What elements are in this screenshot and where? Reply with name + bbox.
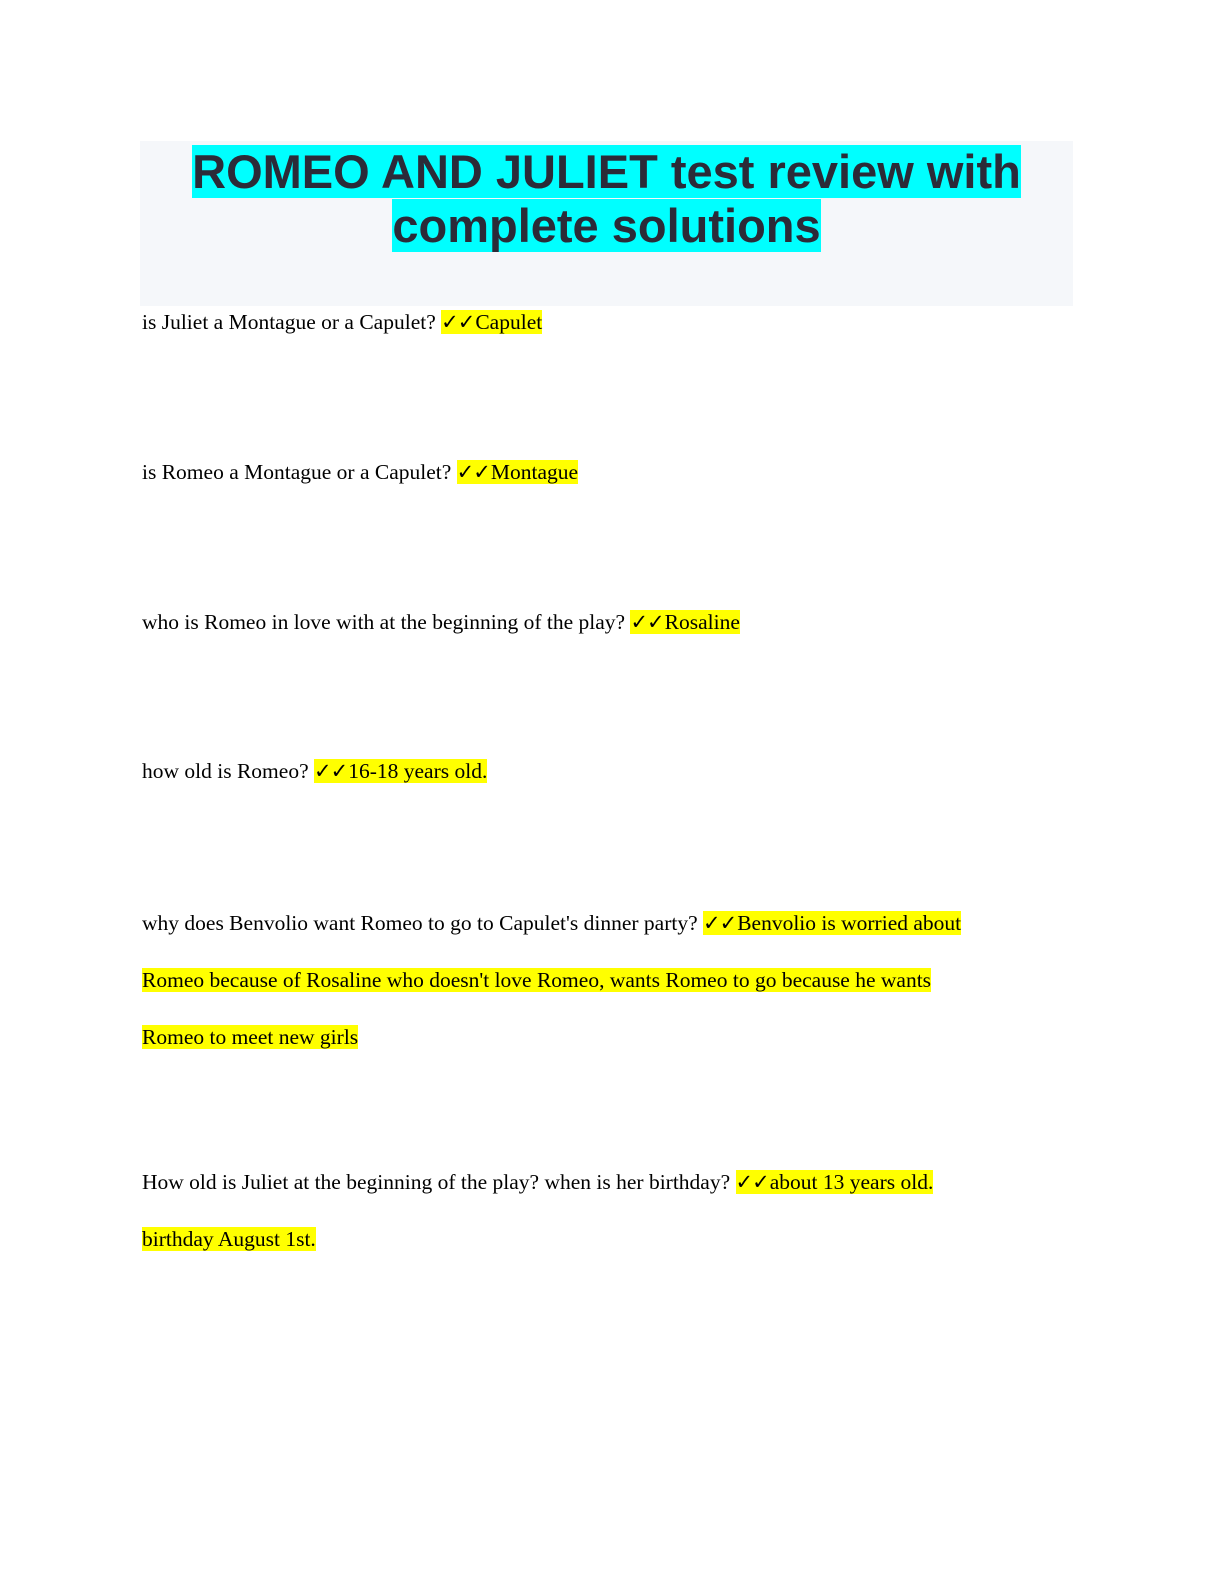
answer-highlight <box>736 1170 934 1194</box>
question-text: how old is Romeo? <box>142 759 309 783</box>
question-text: why does Benvolio want Romeo to go to Capulet's dinner party? <box>142 911 698 935</box>
double-check-icon: ✓✓ <box>441 310 475 334</box>
double-check-icon: ✓✓ <box>456 460 490 484</box>
answer-highlight <box>441 310 542 334</box>
answer-text-continued: Romeo because of Rosaline who doesn't love Romeo, wants Romeo to go because he wants <box>142 968 932 992</box>
double-check-icon: ✓✓ <box>314 759 348 783</box>
question-text: is Juliet a Montague or a Capulet? <box>142 310 436 334</box>
title-line-2: complete solutions <box>392 199 821 252</box>
answer-text: Montague <box>490 460 579 484</box>
qa-item-6 <box>142 1154 933 1268</box>
double-check-icon: ✓✓ <box>630 610 664 634</box>
answer-text: about 13 years old. <box>769 1170 934 1194</box>
question-text: is Romeo a Montague or a Capulet? <box>142 460 452 484</box>
answer-text-continued: birthday August 1st. <box>142 1227 316 1251</box>
title-block <box>140 141 1073 306</box>
answer-text-continued: Romeo to meet new girls <box>142 1025 359 1049</box>
title-line-1: ROMEO AND JULIET test review with <box>192 145 1021 198</box>
double-check-icon: ✓✓ <box>735 1170 769 1194</box>
answer-highlight <box>314 759 487 783</box>
answer-text: Rosaline <box>664 610 740 634</box>
qa-item-3 <box>142 610 740 635</box>
double-check-icon: ✓✓ <box>703 911 737 935</box>
qa-item-1 <box>142 310 542 335</box>
qa-item-4 <box>142 759 487 784</box>
question-text: who is Romeo in love with at the beginning of the play? <box>142 610 626 634</box>
qa-item-5 <box>142 895 961 1066</box>
answer-text: Capulet <box>475 310 543 334</box>
answer-text: 16-18 years old. <box>348 759 488 783</box>
answer-highlight <box>630 610 739 634</box>
answer-highlight <box>703 911 961 935</box>
answer-highlight <box>457 460 578 484</box>
qa-item-2 <box>142 460 578 485</box>
question-text: How old is Juliet at the beginning of the play? when is her birthday? <box>142 1170 731 1194</box>
answer-text: Benvolio is worried about <box>737 911 962 935</box>
document-title <box>140 145 1073 253</box>
